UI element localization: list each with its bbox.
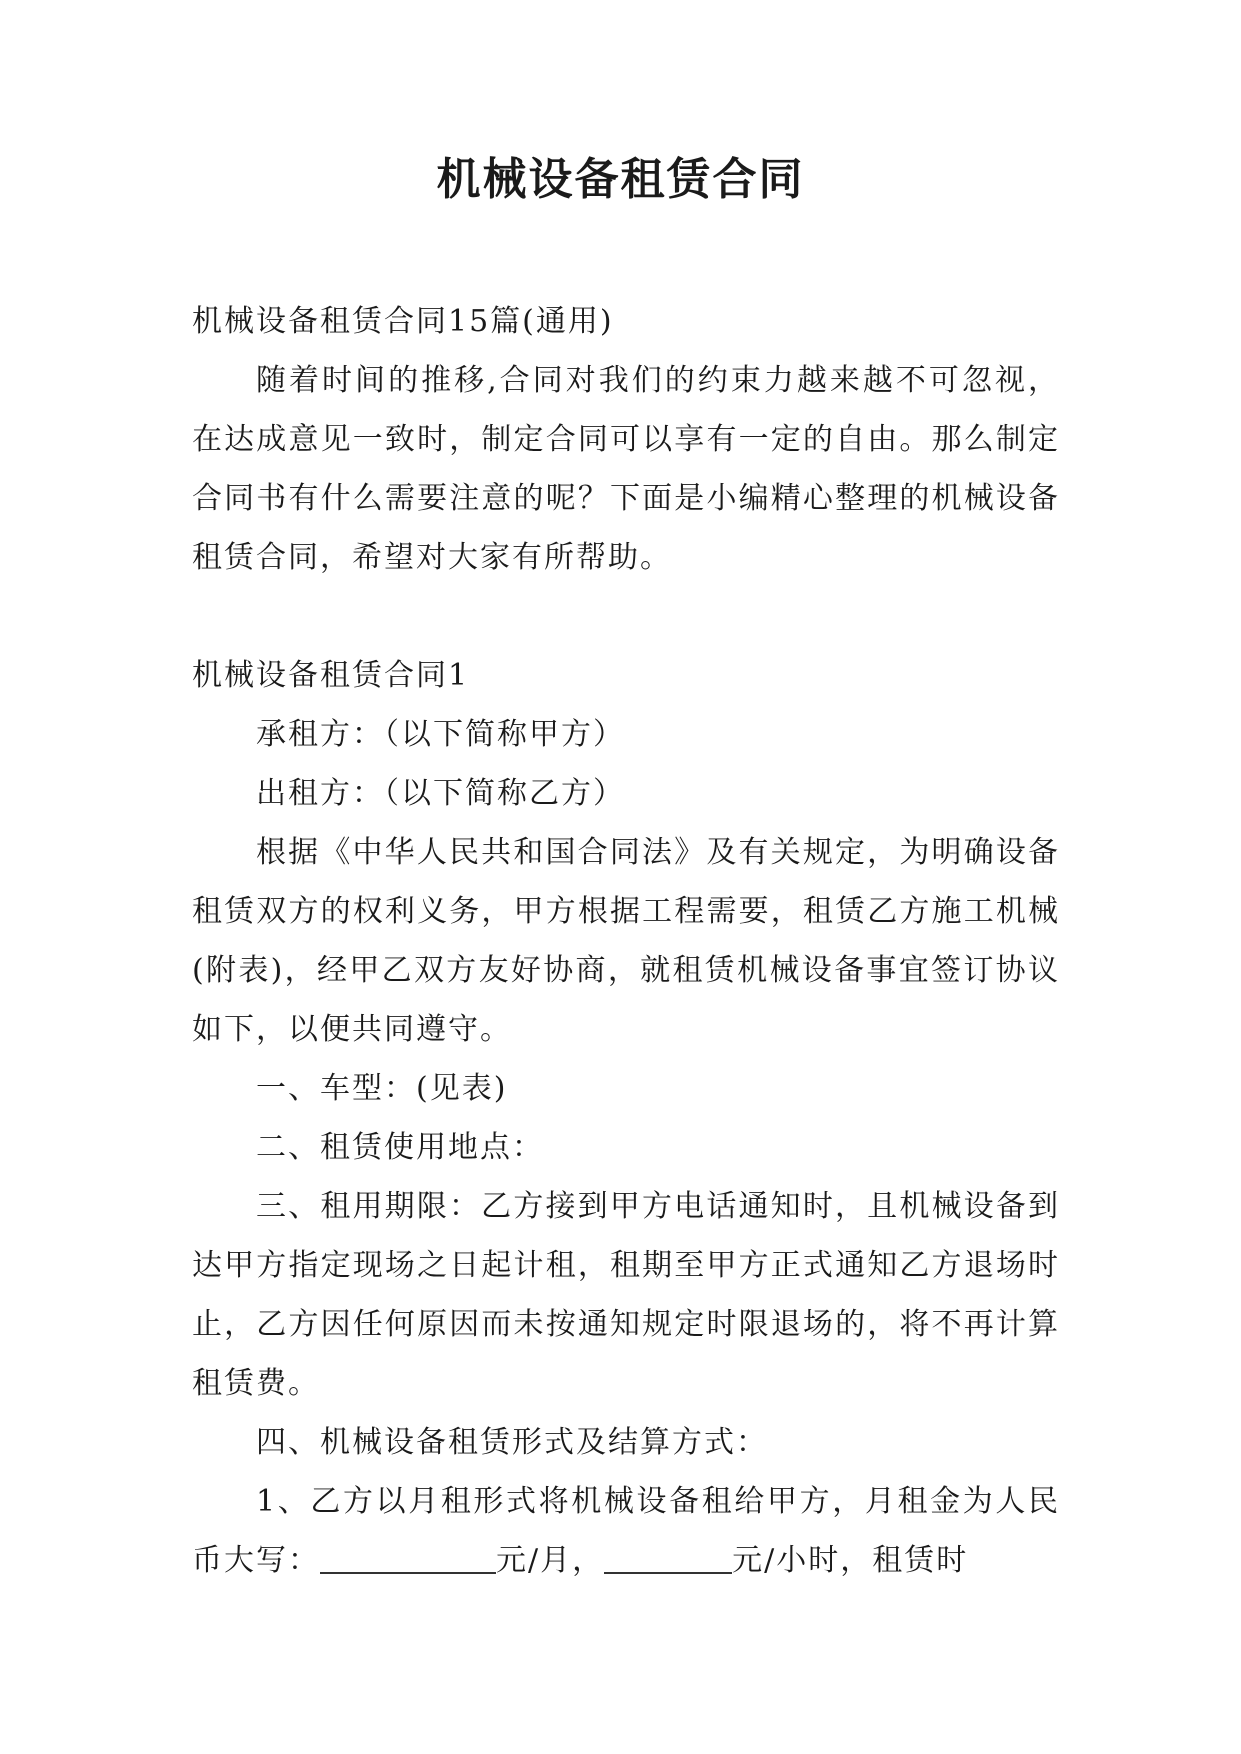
section-heading: 机械设备租赁合同1 [192,658,470,693]
lessor-line: 出租方：（以下简称乙方） [256,776,625,811]
lessee-line: 承租方：（以下简称甲方） [256,717,625,752]
document-body [192,292,1060,1590]
document-subtitle: 机械设备租赁合同15篇(通用) [192,304,614,339]
intro-paragraph: 随着时间的推移,合同对我们的约束力越来越不可忽视，在达成意见一致时，制定合同可以享有一定的自由。那么制定合同书有什么需要注意的呢？下面是小编精心整理的机械设备租赁合同，希望对大家有所帮助。 [192,363,1060,575]
clause-term: 三、租用期限：乙方接到甲方电话通知时，且机械设备到达甲方指定现场之日起计租，租期至甲方正式通知乙方退场时止，乙方因任何原因而未按通知规定时限退场的，将不再计算租赁费。 [192,1189,1060,1401]
clause-vehicle-type: 一、车型：(见表) [256,1071,508,1106]
item-monthly-rent-text-1: 1、乙方以月租形式将机械设备租给甲方，月租金为人民币大写： [192,1484,1060,1578]
monthly-rent-blank [320,1542,496,1574]
clause-location: 二、租赁使用地点： [256,1130,544,1165]
hourly-rent-blank [604,1542,732,1574]
item-monthly-rent-text-2: 元/月， [496,1543,605,1578]
item-monthly-rent-text-3: 元/小时，租赁时 [732,1543,969,1578]
item-monthly-rent [192,1472,1060,1590]
document-title: 机械设备租赁合同 [436,154,805,205]
clause-settlement: 四、机械设备租赁形式及结算方式： [256,1425,768,1460]
basis-paragraph: 根据《中华人民共和国合同法》及有关规定，为明确设备租赁双方的权利义务，甲方根据工程需要，租赁乙方施工机械(附表)，经甲乙双方友好协商，就租赁机械设备事宜签订协议如下，以便共同遵守。 [192,835,1060,1047]
